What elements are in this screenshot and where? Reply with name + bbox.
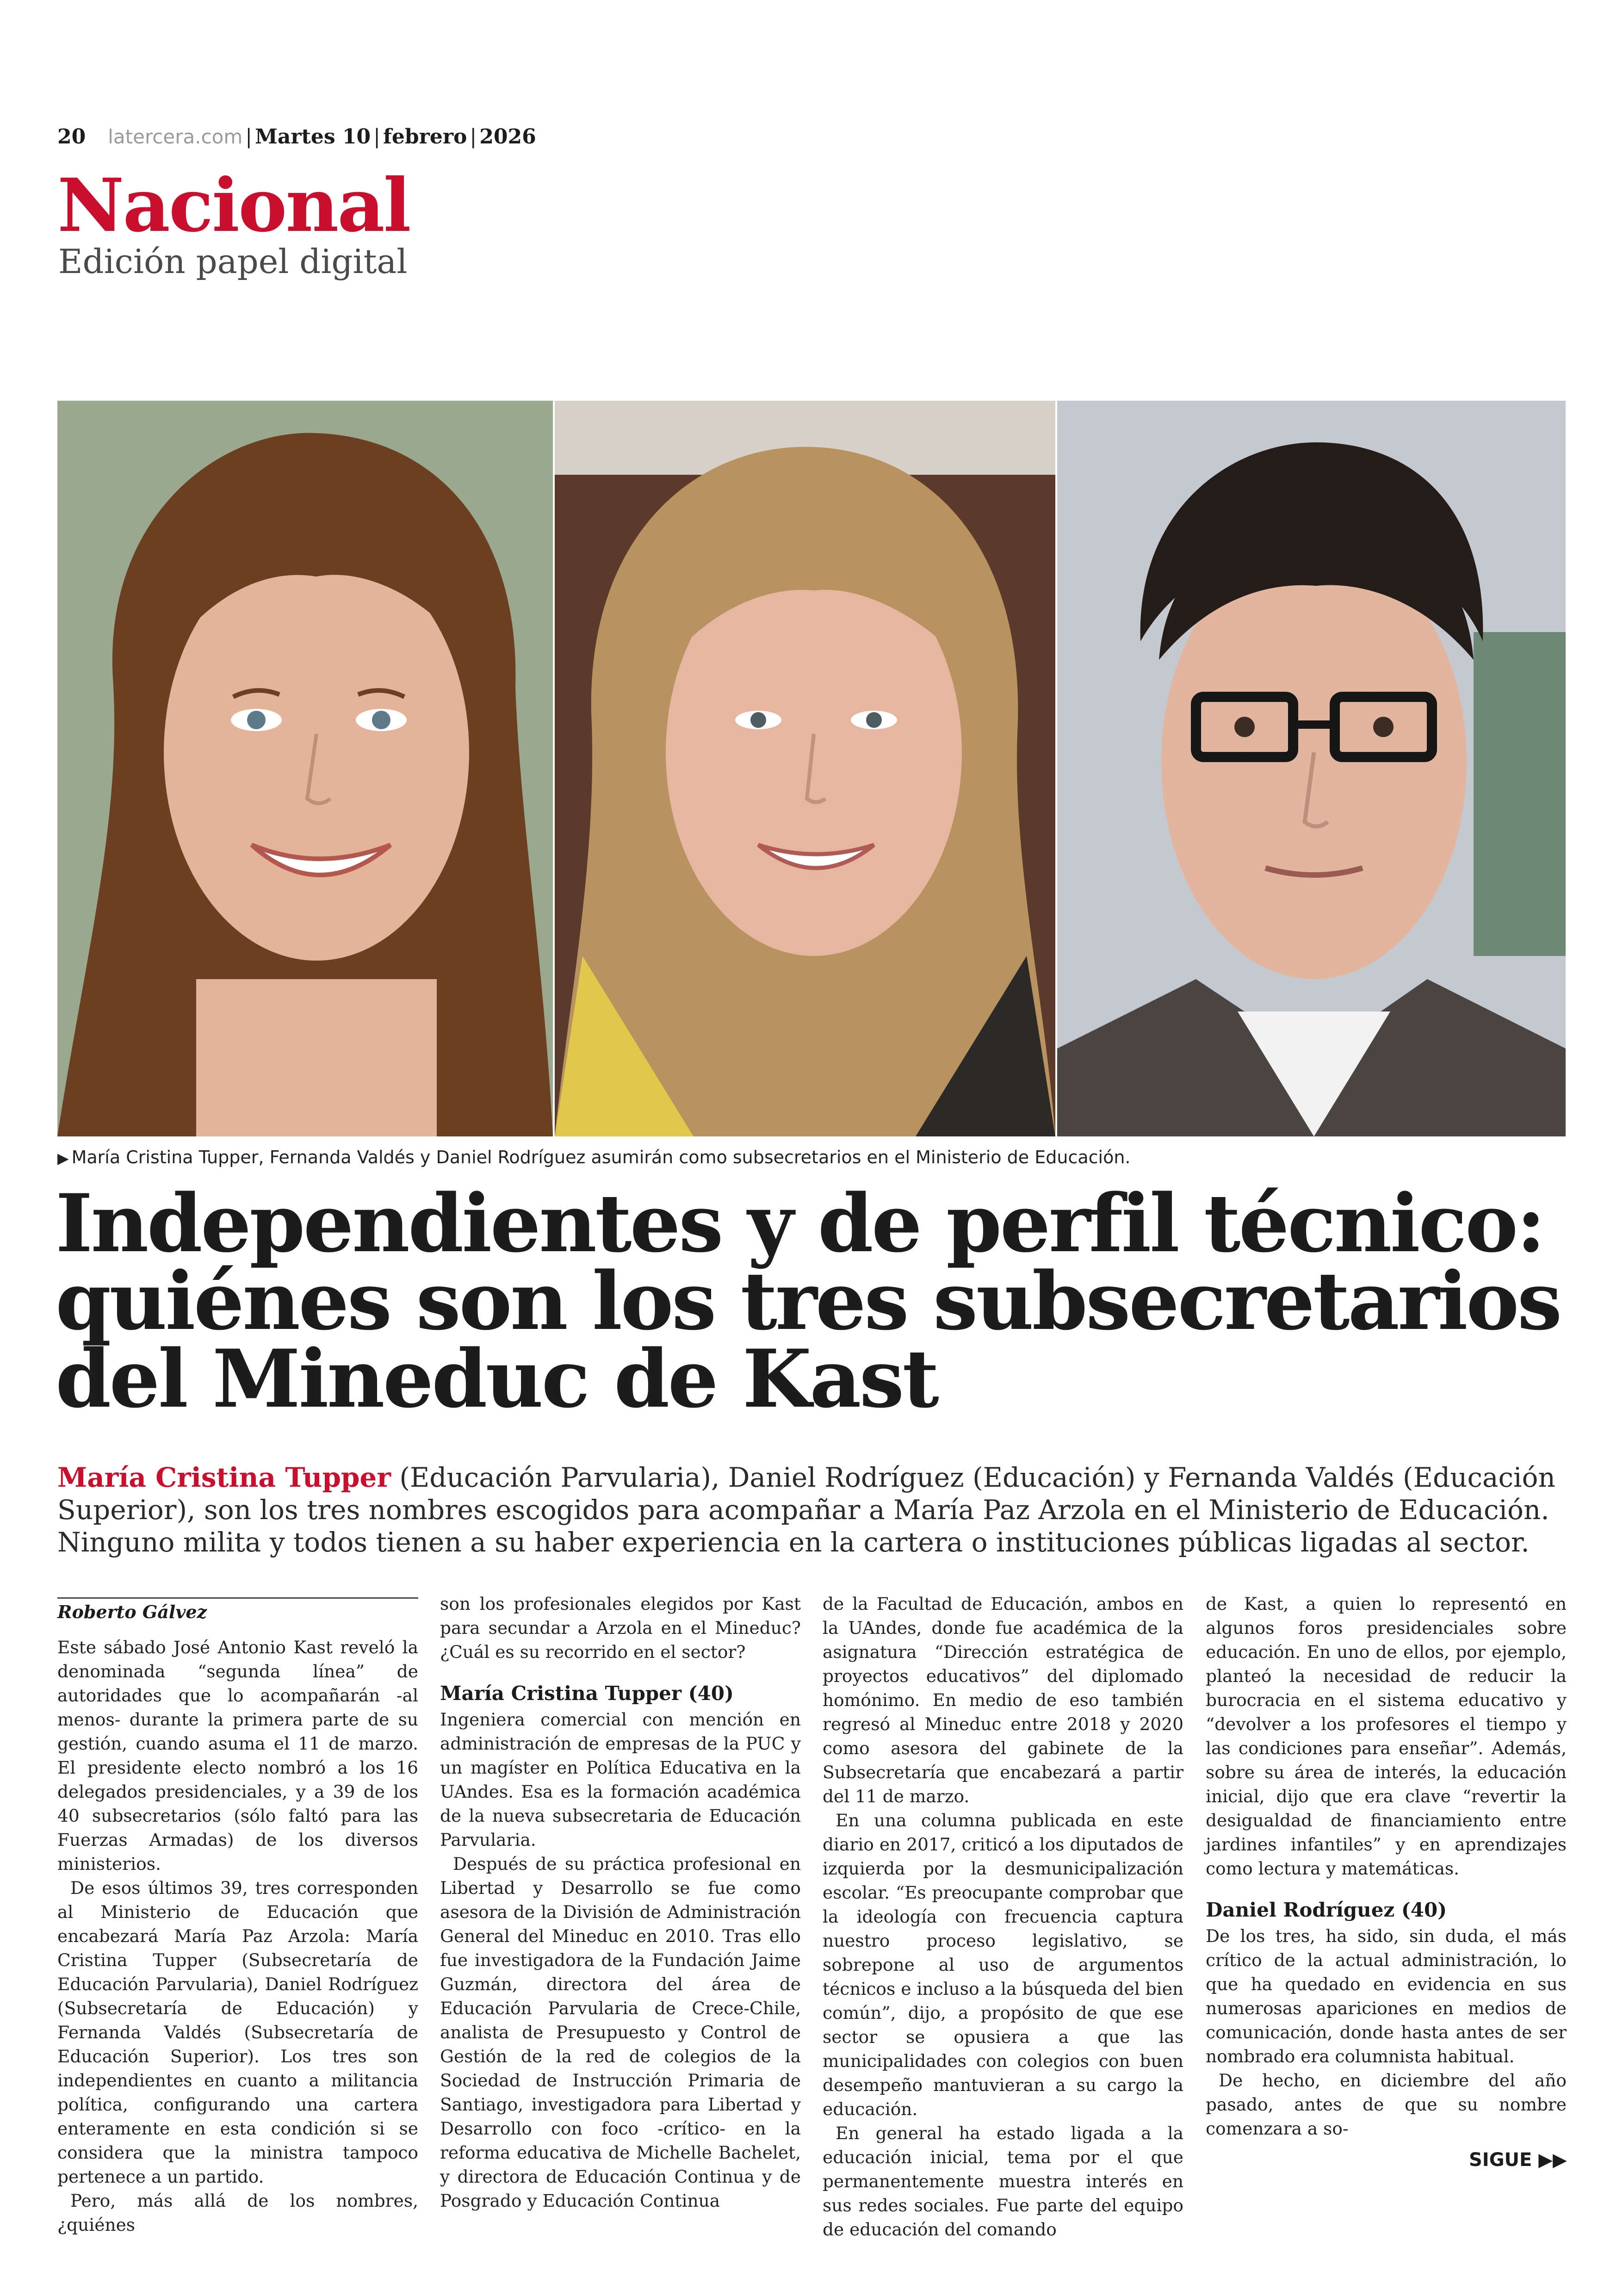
byline-rule — [57, 1597, 418, 1599]
subhead-tupper: María Cristina Tupper (40) — [440, 1682, 734, 1705]
site-name: latercera.com — [108, 125, 243, 148]
article-column-1 — [57, 1635, 418, 2237]
paragraph: De hecho, en diciembre del año pasado, antes de que su nombre comenzara a so- — [1206, 2070, 1567, 2139]
issue-year: 2026 — [479, 125, 536, 149]
headline-line-1: Independientes y de perfil técnico: — [56, 1176, 1544, 1270]
subhead-rodriguez: Daniel Rodríguez (40) — [1206, 1899, 1447, 1921]
lede-text: (Educación Parvularia), Daniel Rodríguez (Educación) y Fernanda Valdés (Educación Superior), son los tres nombres escogidos para acompañar a María Paz Arzola en el Ministerio de Educación. Ninguno milita y todos tienen a su haber experiencia en la cartera o instituciones públicas ligadas al sector. — [57, 1462, 1555, 1558]
double-arrow-icon: ▶▶ — [1538, 2149, 1567, 2171]
folio-line: 20 latercera.com | Martes 10 | febrero | 2026 — [57, 125, 536, 149]
paragraph: De los tres, ha sido, sin duda, el más crítico de la actual administración, lo que ha quedado en evidencia en sus numerosas apariciones en medios de comunicación, donde hasta antes de ser nombrado era columnista habitual. — [1206, 1926, 1567, 2066]
caption-arrow-icon: ▶ — [57, 1149, 69, 1167]
photo-caption: ▶ María Cristina Tupper, Fernanda Valdés y Daniel Rodríguez asumirán como subsecretarios en el Ministerio de Educación. — [57, 1147, 1131, 1167]
headline-line-2: quiénes son los tres subsecretarios — [56, 1254, 1561, 1348]
page-number: 20 — [57, 125, 86, 149]
paragraph: son los profesionales elegidos por Kast para secundar a Arzola en el Mineduc? ¿Cuál es su recorrido en el sector? — [440, 1594, 801, 1662]
section-title: Nacional — [57, 163, 410, 248]
paragraph: Ingeniera comercial con mención en administración de empresas de la PUC y un magíster en Política Educativa en la UAndes. Esa es la formación académica de la nueva subsecretaria de Educación Parvularia. — [440, 1709, 801, 1850]
paragraph: de Kast, a quien lo representó en algunos foros presidenciales sobre educación. En uno de ellos, por ejemplo, planteó la necesidad de reducir la burocracia en el sistema educativo y “devolver a los profesores el tiempo y las condiciones para enseñar”. Además, sobre su área de interés, la educación inicial, dijo que era clave “revertir la desigualdad de financiamiento entre jardines infantiles” y en aprendizajes como lectura y matemáticas. — [1206, 1594, 1567, 1879]
paragraph: En general ha estado ligada a la educación inicial, tema por el que permanentemente muestra interés en sus redes sociales. Fue parte del equipo de educación del comando — [823, 2123, 1183, 2240]
headline — [56, 1176, 1564, 1426]
paragraph: de la Facultad de Educación, ambos en la UAndes, donde fue académica de la asignatura “Dirección estratégica de proyectos educativos” del diplomado homónimo. En medio de eso también regresó al Mineduc entre 2018 y 2020 como asesora del gabinete de la Subsecretaría que encabezará a partir del 11 de marzo. — [823, 1594, 1183, 1806]
paragraph: Después de su práctica profesional en Libertad y Desarrollo se fue como asesora de la División de Administración General del Mineduc en 2010. Tras ello fue investigadora de la Fundación Jaime Guzmán, directora del área de Educación Parvularia de Crece-Chile, analista de Presupuesto y Control de Gestión de la red de colegios de la Sociedad de Instrucción Primaria de Santiago, investigadora para Libertad y Desarrollo con foco -crítico- en la reforma educativa de Michelle Bachelet, y directora de Educación Continua y de Posgrado y Educación Continua — [440, 1854, 801, 2211]
lede — [57, 1461, 1566, 1558]
paragraph: Este sábado José Antonio Kast reveló la denominada “segunda línea” de autoridades que lo acompañarán -al menos- durante la primera parte de su gestión, cuando asuma el 11 de marzo. El presidente electo nombró a los 16 delegados presidenciales, y a 39 de los 40 subsecretarios (sólo faltó para las Fuerzas Armadas) de los diversos ministerios. — [57, 1637, 418, 1874]
paragraph: En una columna publicada en este diario en 2017, criticó a los diputados de izquierda por la desmunicipalización escolar. “Es preocupante comprobar que la ideología con frecuencia captura nuestro proceso legislativo, se sobrepone al uso de argumentos técnicos e incluso a la búsqueda del bien común”, dijo, a propósito de que ese sector se opusiera a que las municipalidades con colegios con buen desempeño mantuvieran a su cargo la educación. — [823, 1810, 1183, 2119]
photo-maria-cristina-tupper — [57, 401, 553, 1136]
photo-daniel-rodriguez — [1057, 401, 1566, 1136]
byline: Roberto Gálvez — [57, 1601, 207, 1622]
issue-month: febrero — [383, 125, 467, 149]
paragraph: De esos últimos 39, tres corresponden al Ministerio de Educación que encabezará María Paz Arzola: María Cristina Tupper (Subsecretaría de Educación Parvularia), Daniel Rodríguez (Subsecretaría de Educación) y Fernanda Valdés (Subsecretaría de Educación Superior). Los tres son independientes en cuanto a militancia política, configurando una cartera enteramente en esta condición si se considera que la ministra tampoco pertenece a un partido. — [57, 1878, 418, 2187]
continues-marker — [1469, 2148, 1567, 2172]
continues-label: SIGUE — [1469, 2149, 1532, 2171]
paragraph: Pero, más allá de los nombres, ¿quiénes — [57, 2191, 418, 2235]
issue-day: Martes 10 — [255, 125, 371, 149]
lede-lead-name: María Cristina Tupper — [57, 1462, 391, 1493]
headline-line-3: del Mineduc de Kast — [56, 1332, 937, 1426]
article-column-4 — [1206, 1592, 1567, 2141]
article-column-3 — [823, 1592, 1183, 2241]
article-column-2 — [440, 1592, 801, 2213]
section-subtitle: Edición papel digital — [58, 242, 408, 281]
photo-fernanda-valdes — [555, 401, 1055, 1136]
